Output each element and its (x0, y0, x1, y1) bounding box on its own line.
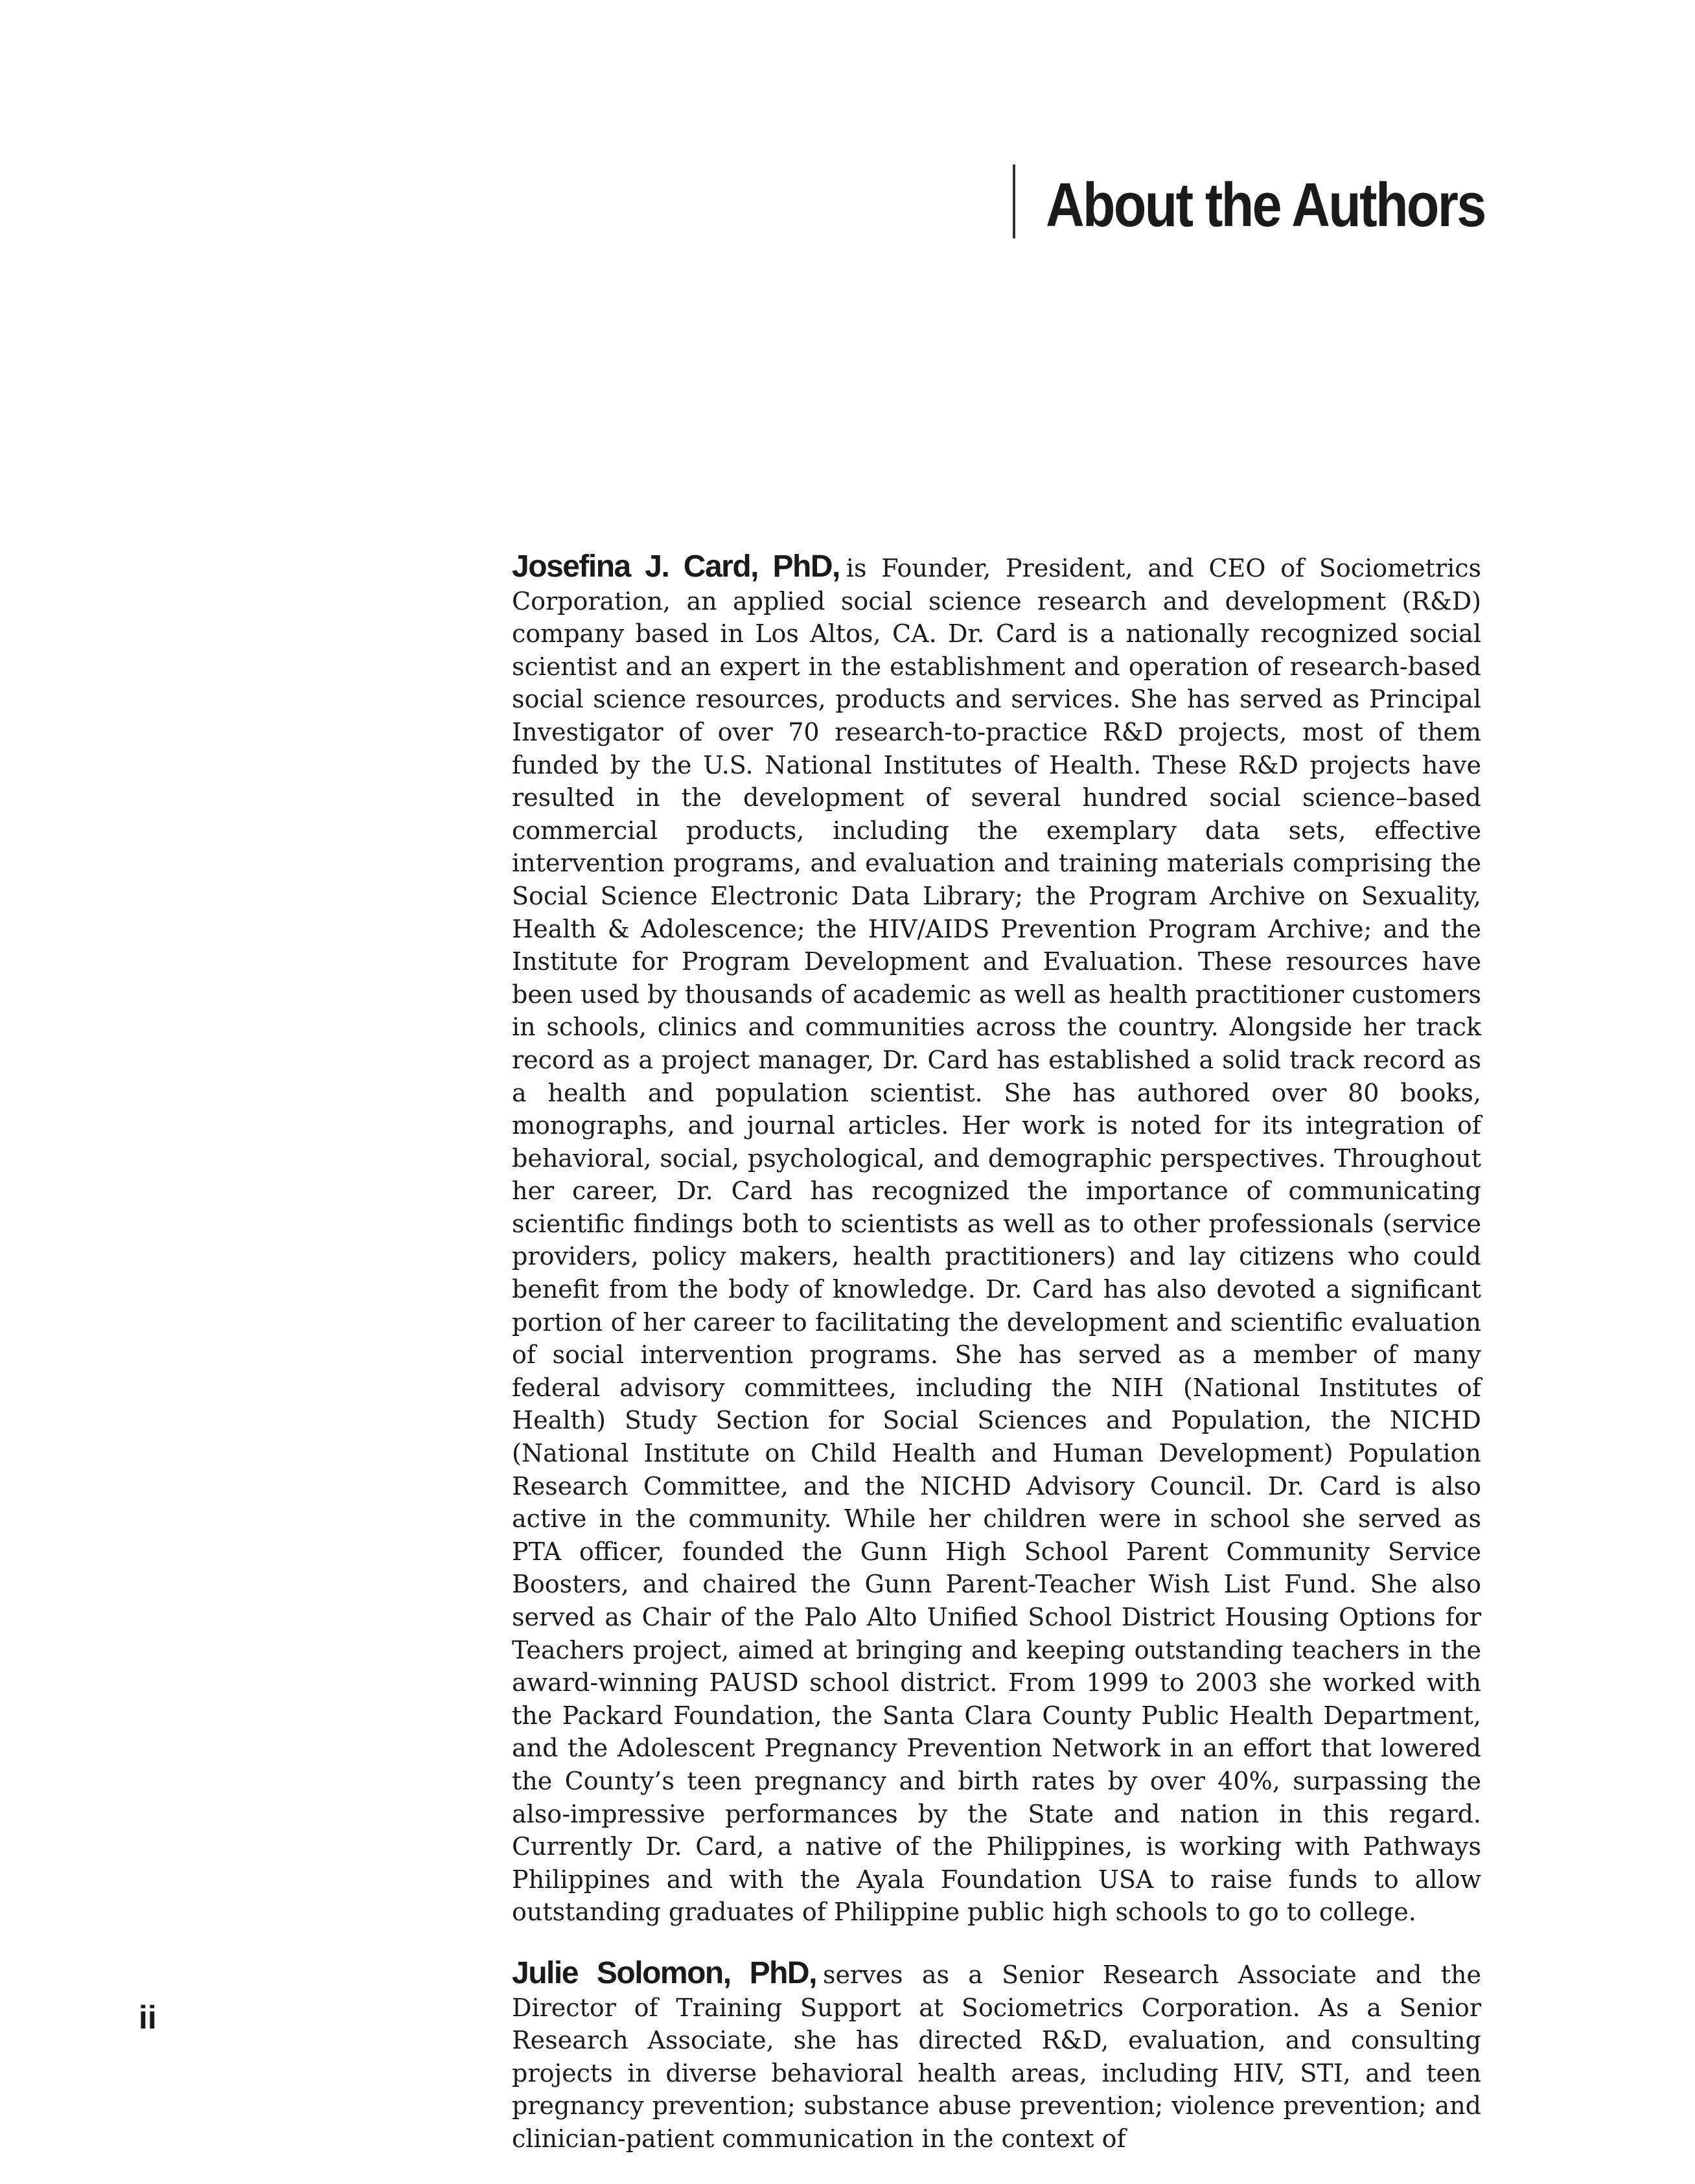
author-bio-text: is Founder, President, and CEO of Sociometrics Corporation, an applied social science research and development (R&D) company based in Los Altos, CA. Dr. Card is a nationally recognized social scientist and an expert in the establishment and operation of research-based social science resources, products and services. She has served as Principal Investigator of over 70 research-to-practice R&D projects, most of them funded by the U.S. National Institutes of Health. These R&D projects have resulted in the development of several hundred social science–based commercial products, including the exemplary data sets, effective intervention programs, and evaluation and training materials comprising the Social Science Electronic Data Library; the Program Archive on Sexuality, Health & Adolescence; the HIV/AIDS Prevention Program Archive; and the Institute for Program Development and Evaluation. These resources have been used by thousands of academic as well as health practitioner customers in schools, clinics and communities across the country. Alongside her track record as a project manager, Dr. Card has established a solid track record as a health and population scientist. She has authored over 80 books, monographs, and journal articles. Her work is noted for its integration of behavioral, social, psychological, and demographic perspectives. Throughout her career, Dr. Card has recognized the importance of communicating scientific findings both to scientists as well as to other professionals (service providers, policy makers, health practitioners) and lay citizens who could benefit from the body of knowledge. Dr. Card has also devoted a significant portion of her career to facilitating the development and scientific evaluation of social intervention programs. She has served as a member of many federal advisory committees, including the NIH (National Institutes of Health) Study Section for Social Sciences and Population, the NICHD (National Institute on Child Health and Human Development) Population Research Committee, and the NICHD Advisory Council. Dr. Card is also active in the community. While her children were in school she served as PTA officer, founded the Gunn High School Parent Community Service Boosters, and chaired the Gunn Parent-Teacher Wish List Fund. She also served as Chair of the Palo Alto Unified School District Housing Options for Teachers project, aimed at bringing and keeping outstanding teachers in the award-winning PAUSD school district. From 1999 to 2003 she worked with the Packard Foundation, the Santa Clara County Public Health Department, and the Adolescent Pregnancy Prevention Network in an effort that lowered the County’s teen pregnancy and birth rates by over 40%, surpassing the also-impressive performances by the State and nation in this regard. Currently Dr. Card, a native of the Philippines, is working with Pathways Philippines and with the Ayala Foundation USA to raise funds to allow outstanding graduates of Philippine public high schools to go to college. (512, 554, 1482, 1927)
author-bios (512, 551, 1481, 2184)
section-title: About the Authors (1046, 170, 1485, 240)
author-bio-card (512, 551, 1481, 1929)
author-name: Julie Solomon, PhD, (512, 1955, 816, 1990)
author-bio-text: serves as a Senior Research Associate and the Director of Training Support at Sociometrics Corporation. As a Senior Research Associate, she has directed R&D, evaluation, and consulting projects in diverse behavioral health areas, including HIV, STI, and teen pregnancy prevention; substance abuse prevention; violence prevention; and clinician-patient communication in the context of (512, 1960, 1481, 2153)
page-number: ii (139, 1999, 157, 2036)
title-rule (1013, 165, 1015, 238)
author-name: Josefina J. Card, PhD, (512, 549, 840, 584)
author-bio-solomon (512, 1957, 1481, 2155)
